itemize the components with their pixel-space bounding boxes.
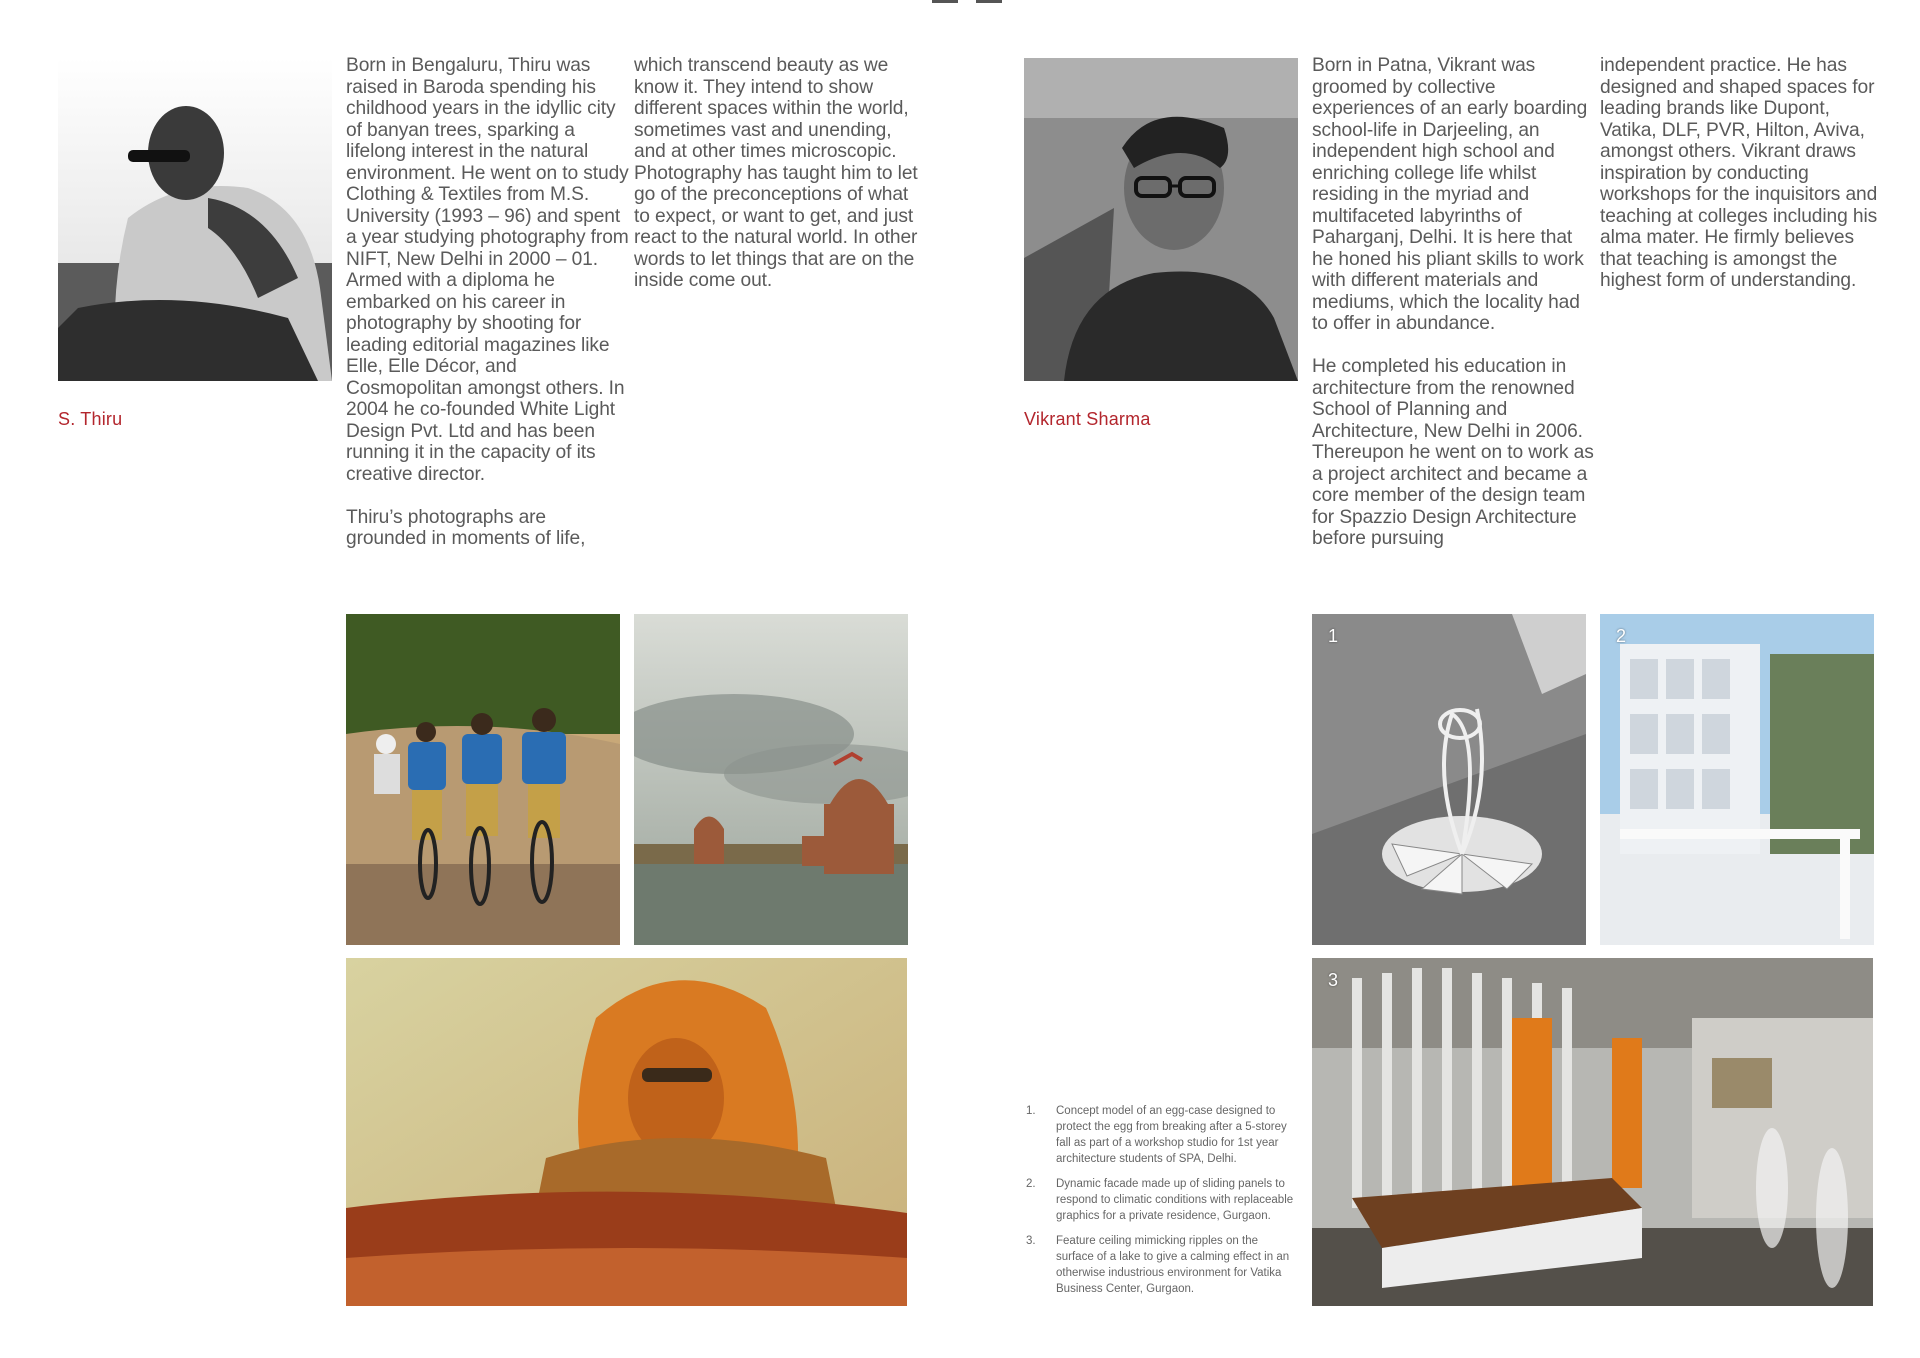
page-marker-left [932,0,958,3]
bio-column-vikrant-2 [1600,55,1885,313]
bio-paragraph: Born in Bengaluru, Thiru was raised in Baroda spending his childhood years in the idyllic city of banyan trees, sparking a lifelong interest in the natural environment. He went on to study Clothing & Textiles from M.S. University (1993 – 96) and spent a year studying photography from NIFT, New Delhi in 2000 – 01. Armed with a diploma he embarked on his career in photography by shooting for leading editorial magazines like Elle, Elle Décor, and Cosmopolitan amongst others. In 2004 he co-founded White Light Design Pvt. Ltd and has been running it in the capacity of its creative director. [346,55,629,485]
caption-item [1026,1233,1296,1297]
bio-paragraph: independent practice. He has designed and shaped spaces for leading brands like Dupont, Vatika, DLF, PVR, Hilton, Aviva, amongst others. Vikrant draws inspiration by conducting workshops for the inquisitors and teaching at colleges including his alma mater. He firmly believes that teaching is amongst the highest form of understanding. [1600,55,1878,291]
photo-chhatri-lake [634,614,908,945]
caption-text: Concept model of an egg-case designed to protect the egg from breaking after a 5-storey fall as part of a workshop studio for 1st year architecture students of SPA, Delhi. [1056,1105,1287,1165]
caption-item [1026,1176,1296,1224]
caption-item [1026,1103,1296,1167]
page-marker-right [976,0,1002,3]
bio-column-vikrant-1 [1312,55,1597,571]
photo-egg-case-model [1312,614,1586,945]
caption-number: 2. [1026,1178,1036,1190]
caption-number: 3. [1026,1235,1036,1247]
photo-number: 2 [1616,626,1627,646]
portrait-vikrant [1024,58,1298,381]
bio-paragraph: which transcend beauty as we know it. They intend to show different spaces within the world, sometimes vast and unending, and at other times microscopic. Photography has taught him to let go of the preconceptions of what to expect, or want to get, and just react to the natural world. In other words to let things that are on the inside come out. [634,55,918,291]
bio-paragraph: He completed his education in architecture from the renowned School of Planning and Architecture, New Delhi in 2006. Thereupon he went on to work as a project architect and became a core member of the design team for Spazzio Design Architecture before pursuing [1312,356,1594,549]
profile-name-thiru: S. Thiru [58,409,123,429]
bio-column-thiru-1 [346,55,631,571]
bio-column-thiru-2 [634,55,919,313]
photo-dynamic-facade [1600,614,1874,945]
bio-paragraph: Thiru’s photographs are grounded in moments of life, [346,506,586,549]
photo-feature-ceiling [1312,958,1873,1306]
caption-text: Dynamic facade made up of sliding panels to respond to climatic conditions with replaceable graphics for a private residence, Gurgaon. [1056,1178,1294,1222]
photo-number: 3 [1328,970,1339,990]
photo-captions [1026,1103,1296,1306]
bio-paragraph: Born in Patna, Vikrant was groomed by collective experiences of an early boarding school-life in Darjeeling, an independent high school and enriching college life whilst residing in the myriad and multifaceted labyrinths of Paharganj, Delhi. It is here that he honed his pliant skills to work with different materials and mediums, which the locality had to offer in abundance. [1312,55,1588,334]
profile-name-vikrant: Vikrant Sharma [1024,409,1151,429]
photo-veiled-woman [346,958,907,1306]
caption-text: Feature ceiling mimicking ripples on the surface of a lake to give a calming effect in an otherwise industrious environment for Vatika Business Center, Gurgaon. [1056,1235,1290,1295]
portrait-thiru [58,58,332,381]
photo-number: 1 [1328,626,1339,646]
caption-number: 1. [1026,1105,1036,1117]
photo-cyclists [346,614,620,945]
